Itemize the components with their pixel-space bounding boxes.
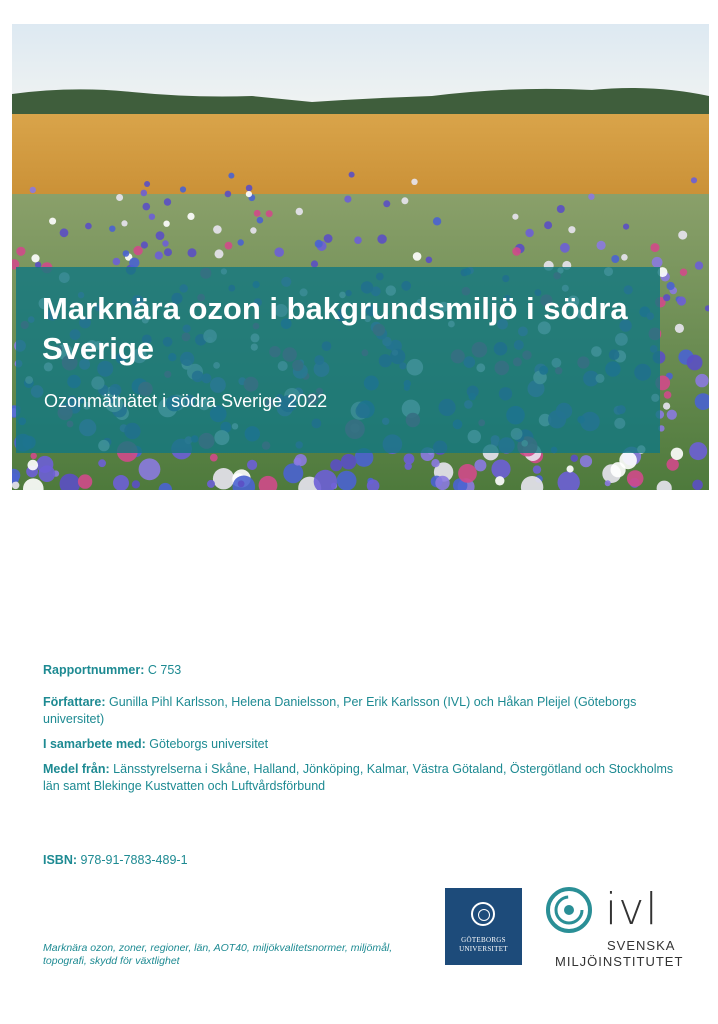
flower-dot [557,205,565,213]
flower-dot [495,476,504,485]
flower-dot [491,460,510,479]
ivl-swirl-icon [545,886,593,934]
isbn-label: ISBN: [43,853,78,867]
authors-value: Gunilla Pihl Karlsson, Helena Danielsson, Per Erik Karlsson (IVL) och Håkan Pleijel (Göteborgs universitet) [43,695,637,726]
flower-dot [31,453,37,459]
gothenburg-university-logo [445,888,522,965]
gu-logo-text [445,936,522,954]
flower-dot [337,471,357,490]
flower-dot [155,251,163,259]
flower-dot [680,269,687,276]
flower-dot [567,465,574,472]
flower-dot [695,374,708,387]
flower-dot [225,191,232,198]
flower-dot [544,221,552,229]
flower-dot [349,172,355,178]
flower-dot [139,458,161,480]
ivl-logo [545,884,684,974]
flower-dot [692,480,703,490]
flower-dot [246,191,252,197]
report-number-value: C 753 [144,663,182,677]
flower-dot [611,255,619,263]
flower-dot [116,194,123,201]
flower-dot [30,187,36,193]
flower-dot [671,448,683,460]
flower-dot [401,197,408,204]
title-banner [16,267,660,453]
authors-label: Författare: [43,695,106,709]
flower-dot [121,220,127,226]
isbn-value: 978-91-7883-489-1 [77,853,188,867]
flower-dot [413,252,422,261]
flower-dot [435,476,449,490]
flower-dot [512,247,521,256]
funding-value: Länsstyrelserna i Skåne, Halland, Jönköping, Kalmar, Västra Götaland, Östergötland och Stockholms län samt Blekinge Kustvatten och Luftvårdsförbund [43,762,674,793]
ivl-subtitle-line1: SVENSKA [607,938,676,953]
flower-dot [377,234,386,243]
university-seal-icon [471,902,495,926]
flower-dot [568,226,575,233]
flower-dot [623,224,629,230]
ivl-subtitle-line2: MILJÖINSTITUTET [555,954,684,969]
flower-dot [588,194,594,200]
flower-dot [132,480,140,488]
report-title: Marknära ozon i bakgrundsmiljö i södra Sverige [42,291,628,366]
flower-dot [149,214,155,220]
flower-dot [228,173,234,179]
flower-dot [458,464,477,483]
flower-dot [123,250,130,257]
flower-dot [238,480,245,487]
flower-dot [133,246,142,255]
flower-dot [16,247,25,256]
flower-dot [187,213,194,220]
flower-dot [28,460,39,471]
flower-dot [605,480,611,486]
flower-dot [283,463,303,483]
flower-dot [207,480,215,488]
flower-dot [651,243,660,252]
flower-dot [315,240,323,248]
report-number-label: Rapportnummer: [43,663,145,677]
flower-dot [210,454,218,462]
flower-dot [257,217,264,224]
flower-dot [156,231,165,240]
gu-logo-line2: UNIVERSITET [459,945,508,953]
flower-dot [225,242,233,250]
flower-dot [663,294,670,301]
flower-dot [85,223,92,230]
flower-dot [525,229,533,237]
flower-dot [667,410,677,420]
flower-dot [60,228,69,237]
report-number [43,662,683,679]
flower-dot [213,225,222,234]
funding-label: Medel från: [43,762,110,776]
flower-dot [215,249,224,258]
flower-dot [49,218,56,225]
flower-dot [691,177,697,183]
flower-dot [254,210,261,217]
collaboration-label: I samarbete med: [43,737,146,751]
flower-dot [324,234,333,243]
flower-dot [677,296,686,305]
flower-dot [512,214,518,220]
flower-dot [597,241,606,250]
flower-dot [341,454,357,470]
flower-dot [144,181,150,187]
flower-dot [113,258,121,266]
flower-dot [689,442,707,460]
flower-dot [411,179,417,185]
flower-dot [533,465,541,473]
flower-dot [627,470,644,487]
isbn [43,852,683,869]
flower-dot [330,459,342,471]
flower-dot [238,239,244,245]
flower-dot [98,459,106,467]
flower-dot [250,227,256,233]
authors [43,694,683,728]
flower-dot [294,458,302,466]
flower-dot [433,217,441,225]
flower-dot [247,460,257,470]
flower-dot [667,458,679,470]
flower-dot [141,241,148,248]
flower-dot [188,248,197,257]
flower-dot [431,459,439,467]
gu-logo-line1: GÖTEBORGS [461,936,506,944]
flower-dot [344,196,351,203]
flower-dot [180,186,186,192]
ivl-wordmark: ivl [605,884,659,935]
flower-dot [678,231,687,240]
flower-dot [162,240,168,246]
report-subtitle: Ozonmätnätet i södra Sverige 2022 [44,391,328,411]
flower-dot [141,190,148,197]
flower-dot [163,221,169,227]
flower-dot [580,455,592,467]
flower-dot [695,261,703,269]
flower-dot [619,452,637,470]
flower-dot [621,254,628,261]
flower-dot [164,198,171,205]
flower-dot [667,282,675,290]
flower-dot [404,454,415,465]
flower-dot [31,254,39,262]
keywords: Marknära ozon, zoner, regioner, län, AOT40, miljökvalitetsnormer, miljömål, topografi, skydd för växtlighet [43,942,393,967]
flower-dot [109,226,115,232]
flower-dot [164,248,172,256]
flower-dot [675,324,684,333]
flower-dot [474,459,486,471]
flower-dot [426,257,433,264]
flower-dot [266,210,273,217]
flower-dot [78,474,92,488]
flower-dot [39,465,56,482]
flower-dot [687,355,703,371]
flower-dot [571,455,578,462]
flower-dot [246,185,253,192]
flower-dot [213,468,234,489]
collaboration-value: Göteborgs universitet [145,737,269,751]
collaboration [43,736,683,753]
flower-dot [296,208,303,215]
flower-dot [354,236,362,244]
flower-dot [274,247,284,257]
flower-dot [143,203,151,211]
flower-dot [664,391,672,399]
flower-dot [12,482,19,490]
flower-dot [383,200,390,207]
funding [43,761,683,795]
flower-dot [560,243,570,253]
flower-dot [663,403,670,410]
